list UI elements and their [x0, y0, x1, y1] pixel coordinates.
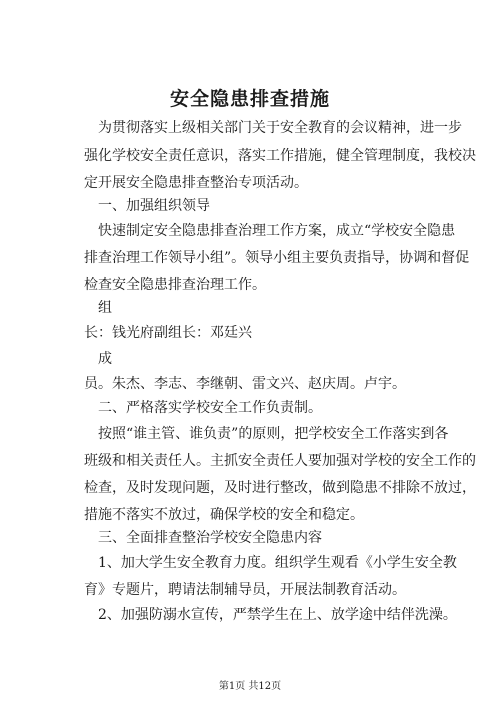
paragraph-line: 员。朱杰、李志、李继朝、雷文兴、赵庆周。卢宇。 — [84, 376, 406, 392]
paragraph-line: 快速制定安全隐患排查治理工作方案，成立“学校安全隐患 — [98, 223, 456, 239]
paragraph-line: 成 — [98, 351, 112, 367]
paragraph-line: 2、加强防溺水宣传，严禁学生在上、放学途中结伴洗澡。 — [98, 607, 457, 623]
section-heading: 一、加强组织领导 — [98, 198, 210, 214]
paragraph-line: 检查，及时发现问题，及时进行整改，做到隐患不排除不放过， — [84, 480, 476, 496]
paragraph-line: 强化学校安全责任意识，落实工作措施，健全管理制度，我校决 — [84, 148, 476, 164]
paragraph-line: 为贯彻落实上级相关部门关于安全教育的会议精神，进一步 — [98, 120, 462, 136]
paragraph-line: 班级和相关责任人。主抓安全责任人要加强对学校的安全工作的 — [84, 453, 476, 469]
paragraph-line: 长：钱光府副组长：邓廷兴 — [84, 325, 252, 341]
paragraph-line: 排查治理工作领导小组”。领导小组主要负责指导，协调和督促 — [84, 250, 470, 266]
paragraph-line: 1、加大学生安全教育力度。组织学生观看《小学生安全教 — [98, 555, 457, 571]
page-footer: 第1页 共12页 — [218, 681, 282, 692]
paragraph-line: 检查安全隐患排查治理工作。 — [84, 277, 266, 293]
document-title: 安全隐患排查措施 — [169, 88, 330, 110]
paragraph-line: 措施不落实不放过，确保学校的安全和稳定。 — [84, 507, 364, 523]
section-heading: 三、全面排查整治学校安全隐患内容 — [98, 530, 322, 546]
paragraph-line: 定开展安全隐患排查整治专项活动。 — [84, 175, 308, 191]
paragraph-line: 按照“谁主管、谁负责”的原则，把学校安全工作落实到各 — [98, 426, 449, 442]
paragraph-line: 育》专题片，聘请法制辅导员，开展法制教育活动。 — [84, 582, 406, 598]
section-heading: 二、严格落实学校安全工作负责制。 — [98, 400, 322, 416]
paragraph-line: 组 — [98, 300, 112, 316]
